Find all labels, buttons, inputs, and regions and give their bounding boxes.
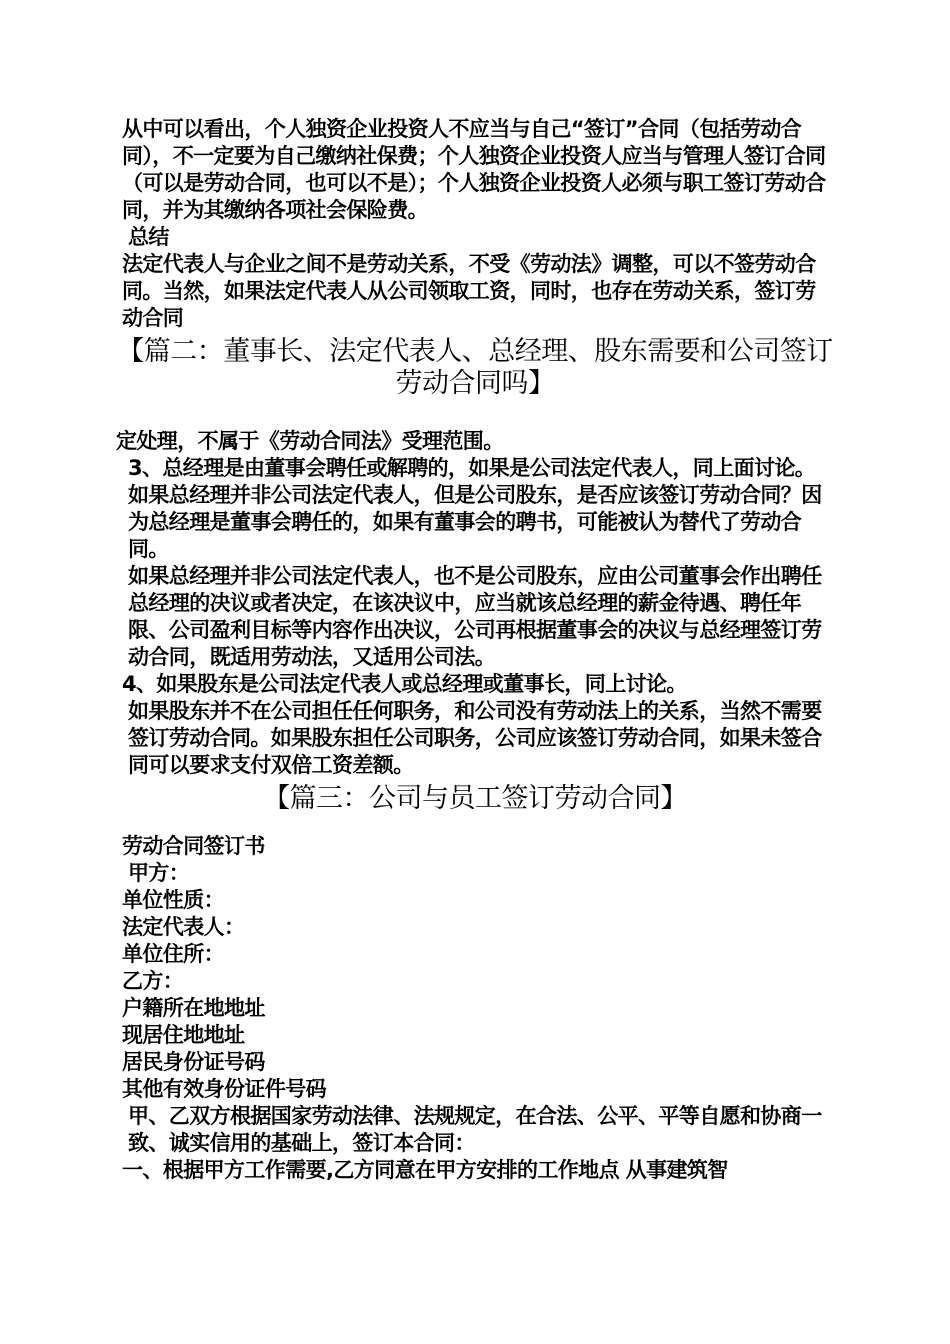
contract-form	[116, 833, 834, 1184]
legal-rep-label: 法定代表人：	[122, 915, 245, 939]
id-number-label: 居民身份证号码	[122, 1050, 265, 1074]
household-address-label: 户籍所在地地址	[122, 996, 265, 1020]
paragraph-gm-shareholder: 如果总经理并非公司法定代表人，但是公司股东，是否应该签订劳动合同？因为总经理是董事会聘任的，如果有董事会的聘书，可能被认为替代了劳动合同。	[128, 483, 822, 561]
section-part2-body	[116, 428, 834, 779]
paragraph-shareholder-no-role: 如果股东并不在公司担任任何职务，和公司没有劳动法上的关系，当然不需要签订劳动合同。如果股东担任公司职务，公司应该签订劳动合同，如果未签合同可以要求支付双倍工资差额。	[128, 699, 822, 777]
paragraph-summary: 法定代表人与企业之间不是劳动关系，不受《劳动法》调整，可以不签劳动合同。当然，如果法定代表人从公司领取工资，同时，也存在劳动关系，签订劳动合同	[122, 252, 816, 330]
paragraph-gm-non-shareholder: 如果总经理并非公司法定代表人，也不是公司股东，应由公司董事会作出聘任总经理的决议或者决定，在该决议中，应当就该总经理的薪金待遇、聘任年限、公司盈利目标等内容作出决议，公司再根据董事会的决议与总经理签订劳动合同，既适用劳动法，又适用公司法。	[128, 564, 822, 669]
party-b-label: 乙方：	[122, 969, 184, 993]
paragraph-shareholder-rep: 4、如果股东是公司法定代表人或总经理或董事长，同上讨论。	[122, 672, 687, 696]
summary-label: 总结	[128, 225, 169, 249]
document-page	[116, 116, 834, 1184]
paragraph-sole-proprietor: 从中可以看出，个人独资企业投资人不应当与自己“签订”合同（包括劳动合同），不一定要为自己缴纳社保费；个人独资企业投资人应当与管理人签订合同（可以是劳动合同，也可以不是）；个人独资企业投资人必须与职工签订劳动合同，并为其缴纳各项社会保险费。	[122, 117, 826, 222]
contract-clause-1: 一、根据甲方工作需要,乙方同意在甲方安排的工作地点 从事建筑智	[122, 1158, 728, 1182]
current-address-label: 现居住地地址	[122, 1023, 245, 1047]
section-heading-part3: 【篇三：公司与员工签订劳动合同】	[263, 783, 687, 814]
paragraph-labor-contract-law: 定处理，不属于《劳动合同法》受理范围。	[116, 429, 504, 453]
party-a-label: 甲方：	[128, 861, 190, 885]
section-heading-part2: 【篇二：董事长、法定代表人、总经理、股东需要和公司签订劳动合同吗】	[117, 336, 833, 399]
other-id-label: 其他有效身份证件号码	[122, 1077, 326, 1101]
contract-title: 劳动合同签订书	[122, 834, 265, 858]
unit-address-label: 单位住所：	[122, 942, 224, 966]
unit-nature-label: 单位性质：	[122, 888, 224, 912]
paragraph-general-manager: 3、总经理是由董事会聘任或解聘的，如果是公司法定代表人，同上面讨论。	[128, 456, 816, 480]
contract-preamble: 甲、乙双方根据国家劳动法律、法规规定，在合法、公平、平等自愿和协商一致、诚实信用的基础上，签订本合同：	[128, 1104, 822, 1155]
